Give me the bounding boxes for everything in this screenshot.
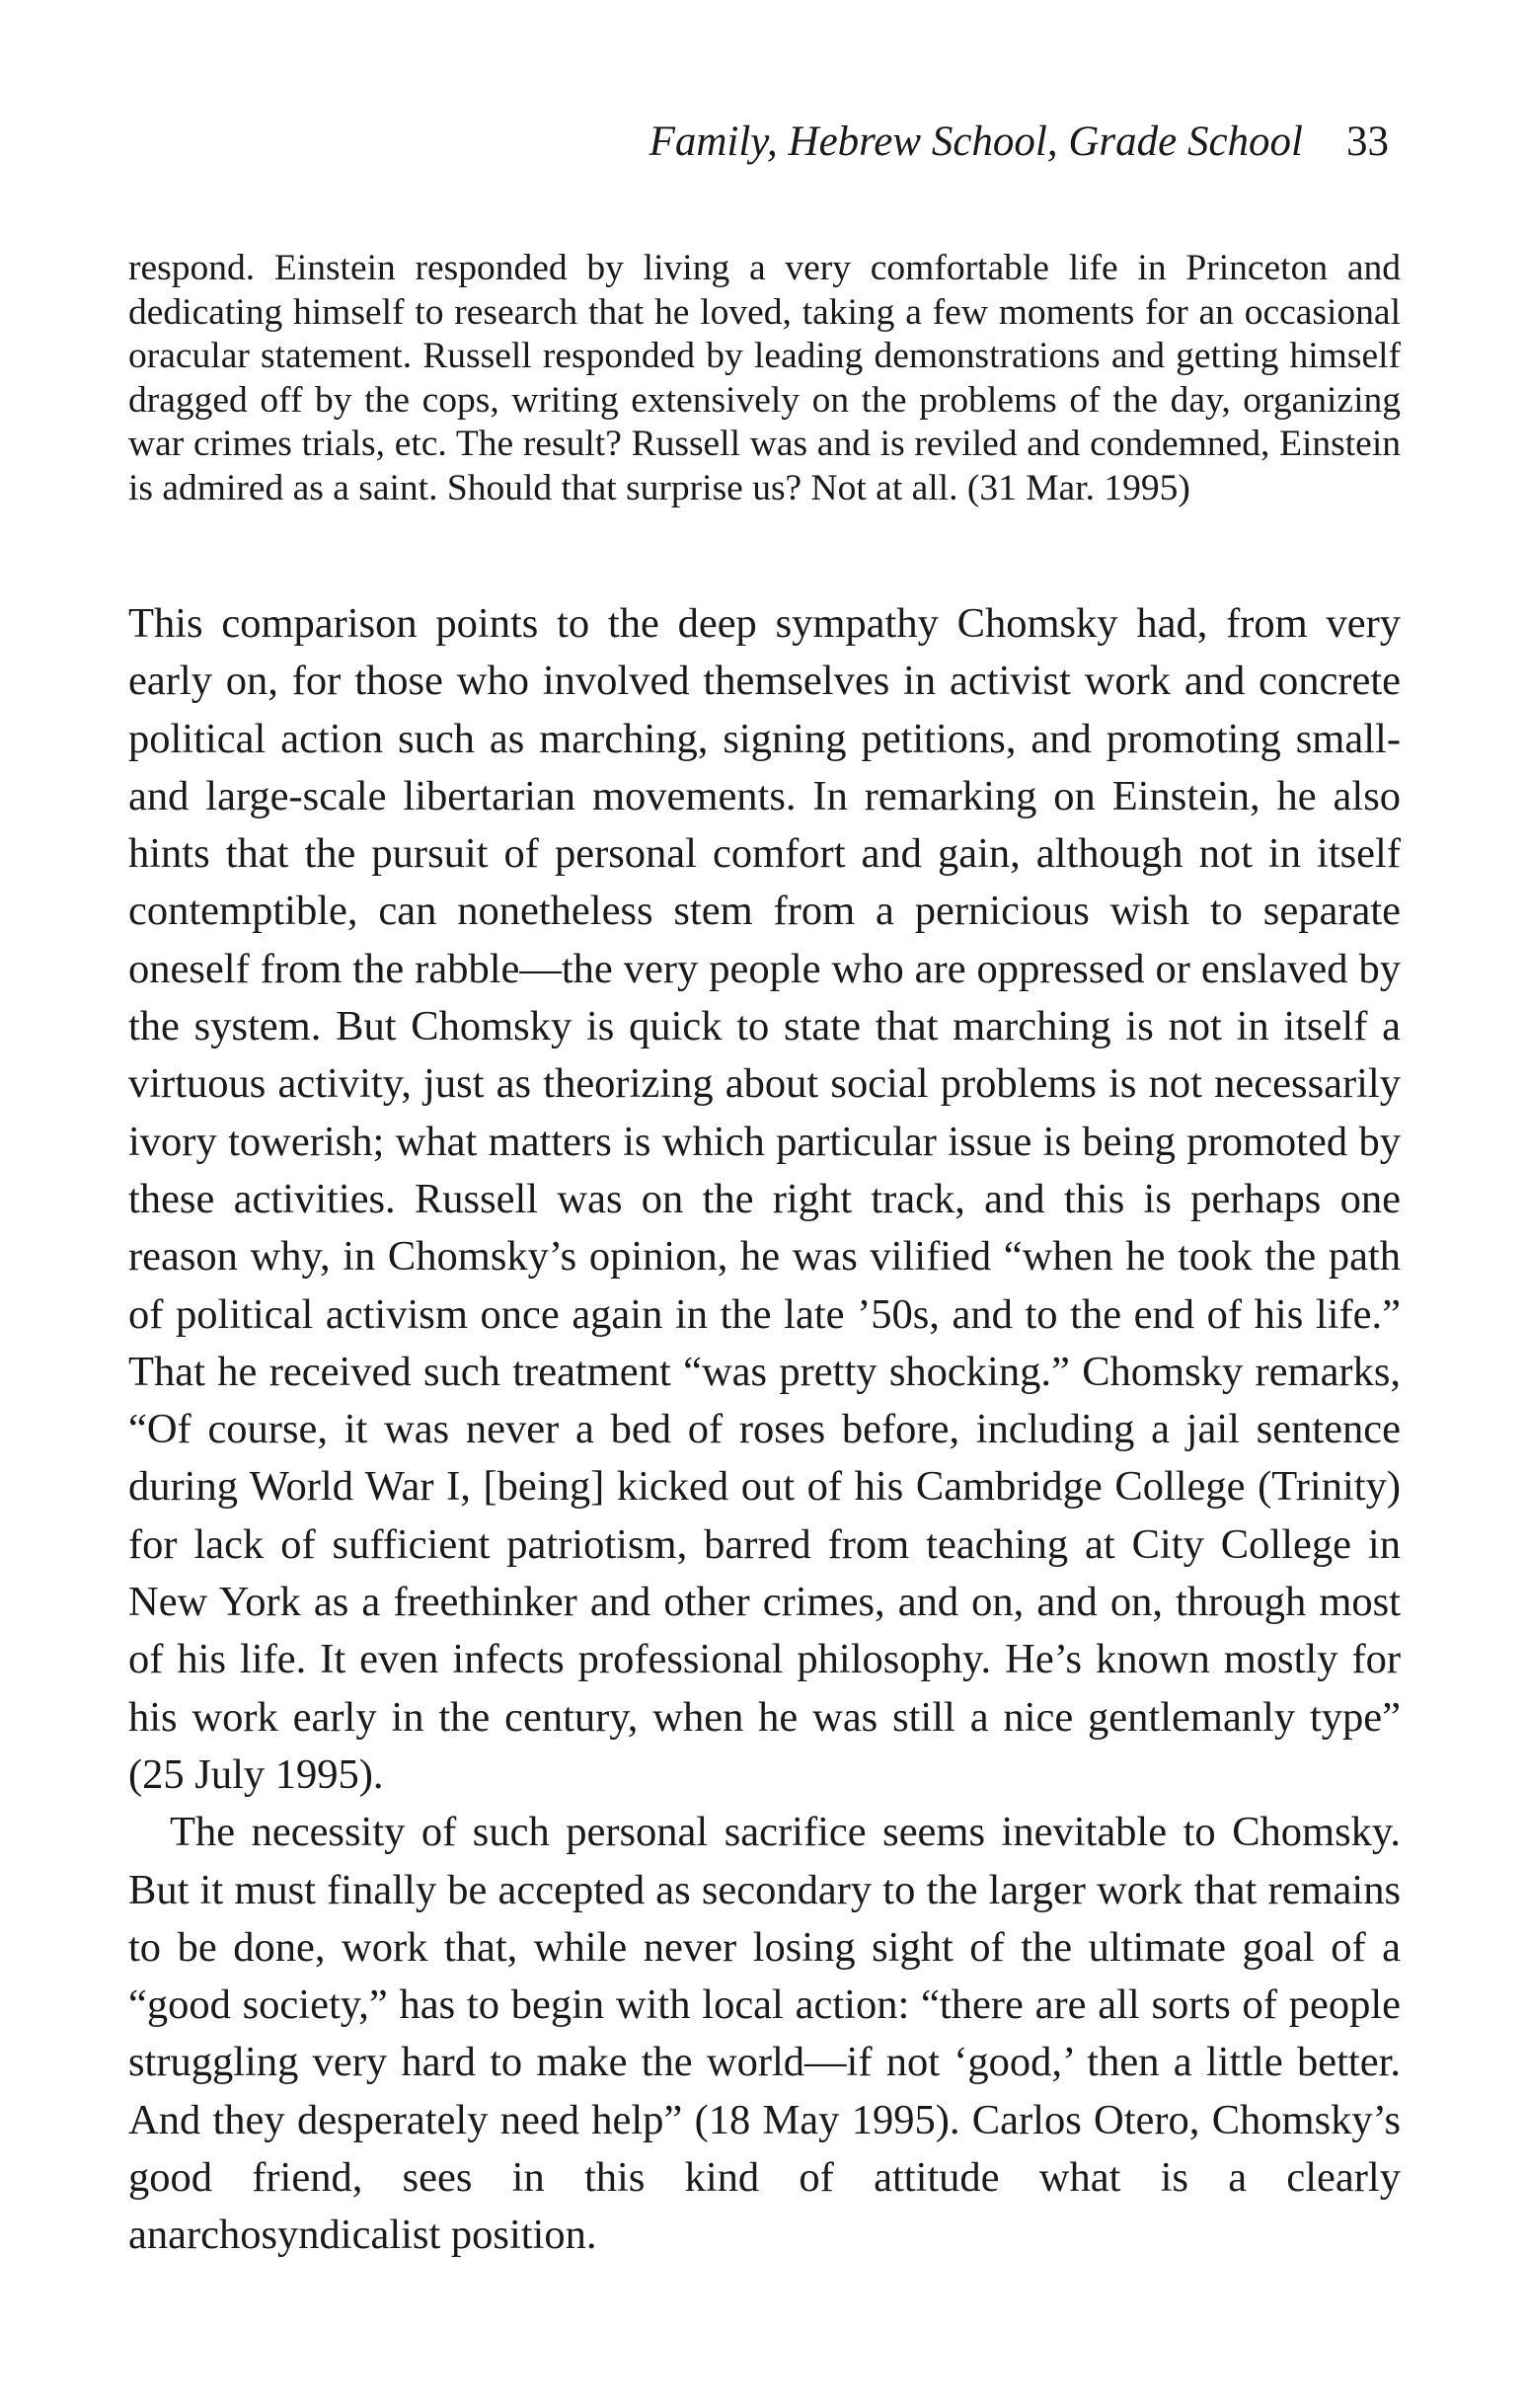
block-quote: respond. Einstein responded by living a very comfortable life in Princeton and dedicating himself to research that he loved, taking a few moments for an occasional oracular statement. Russell responded by leading demonstrations and getting himself dragged off by the cops, writing extensively on the problems of the day, organizing war crimes trials, etc. The result? Russell was and is reviled and condemned, Einstein is admired as a saint. Should that surprise us? Not at all. (31 Mar. 1995)	[128, 248, 1401, 508]
body-text	[128, 595, 1401, 2265]
body-paragraph: The necessity of such personal sacrifice seems inevitable to Chomsky. But it must finally be accepted as secondary to the larger work that remains to be done, work that, while never losing sight of the ultimate goal of a “good society,” has to begin with local action: “there are all sorts of people struggling very hard to make the world—if not ‘good,’ then a little better. And they desperately need help” (18 May 1995). Carlos Otero, Chomsky’s good friend, sees in this kind of attitude what is a clearly anarchosyndicalist position.	[128, 1809, 1401, 2259]
running-title: Family, Hebrew School, Grade School	[649, 118, 1303, 165]
page-number: 33	[1346, 118, 1389, 165]
running-head	[128, 117, 1389, 168]
body-paragraph: This comparison points to the deep sympathy Chomsky had, from very early on, for those who involved themselves in activist work and concrete political action such as marching, signing petitions, and promoting small- and large-scale libertarian movements. In remarking on Einstein, he also hints that the pursuit of personal comfort and gain, although not in itself contemptible, can nonetheless stem from a pernicious wish to separate oneself from the rabble—the very people who are oppressed or enslaved by the system. But Chomsky is quick to state that marching is not in itself a virtuous activity, just as theorizing about social problems is not necessarily ivory towerish; what matters is which particular issue is being promoted by these activities. Russell was on the right track, and this is perhaps one reason why, in Chomsky’s opinion, he was vilified “when he took the path of political activism once again in the late ’50s, and to the end of his life.” That he received such treatment “was pretty shocking.” Chomsky remarks, “Of course, it was never a bed of roses before, including a jail sentence during World War I, [being] kicked out of his Cambridge College (Trinity) for lack of sufficient patriotism, barred from teaching at City College in New York as a freethinker and other crimes, and on, and on, through most of his life. It even infects professional philosophy. He’s known mostly for his work early in the century, when he was still a nice gentlemanly type” (25 July 1995).	[128, 600, 1401, 1798]
